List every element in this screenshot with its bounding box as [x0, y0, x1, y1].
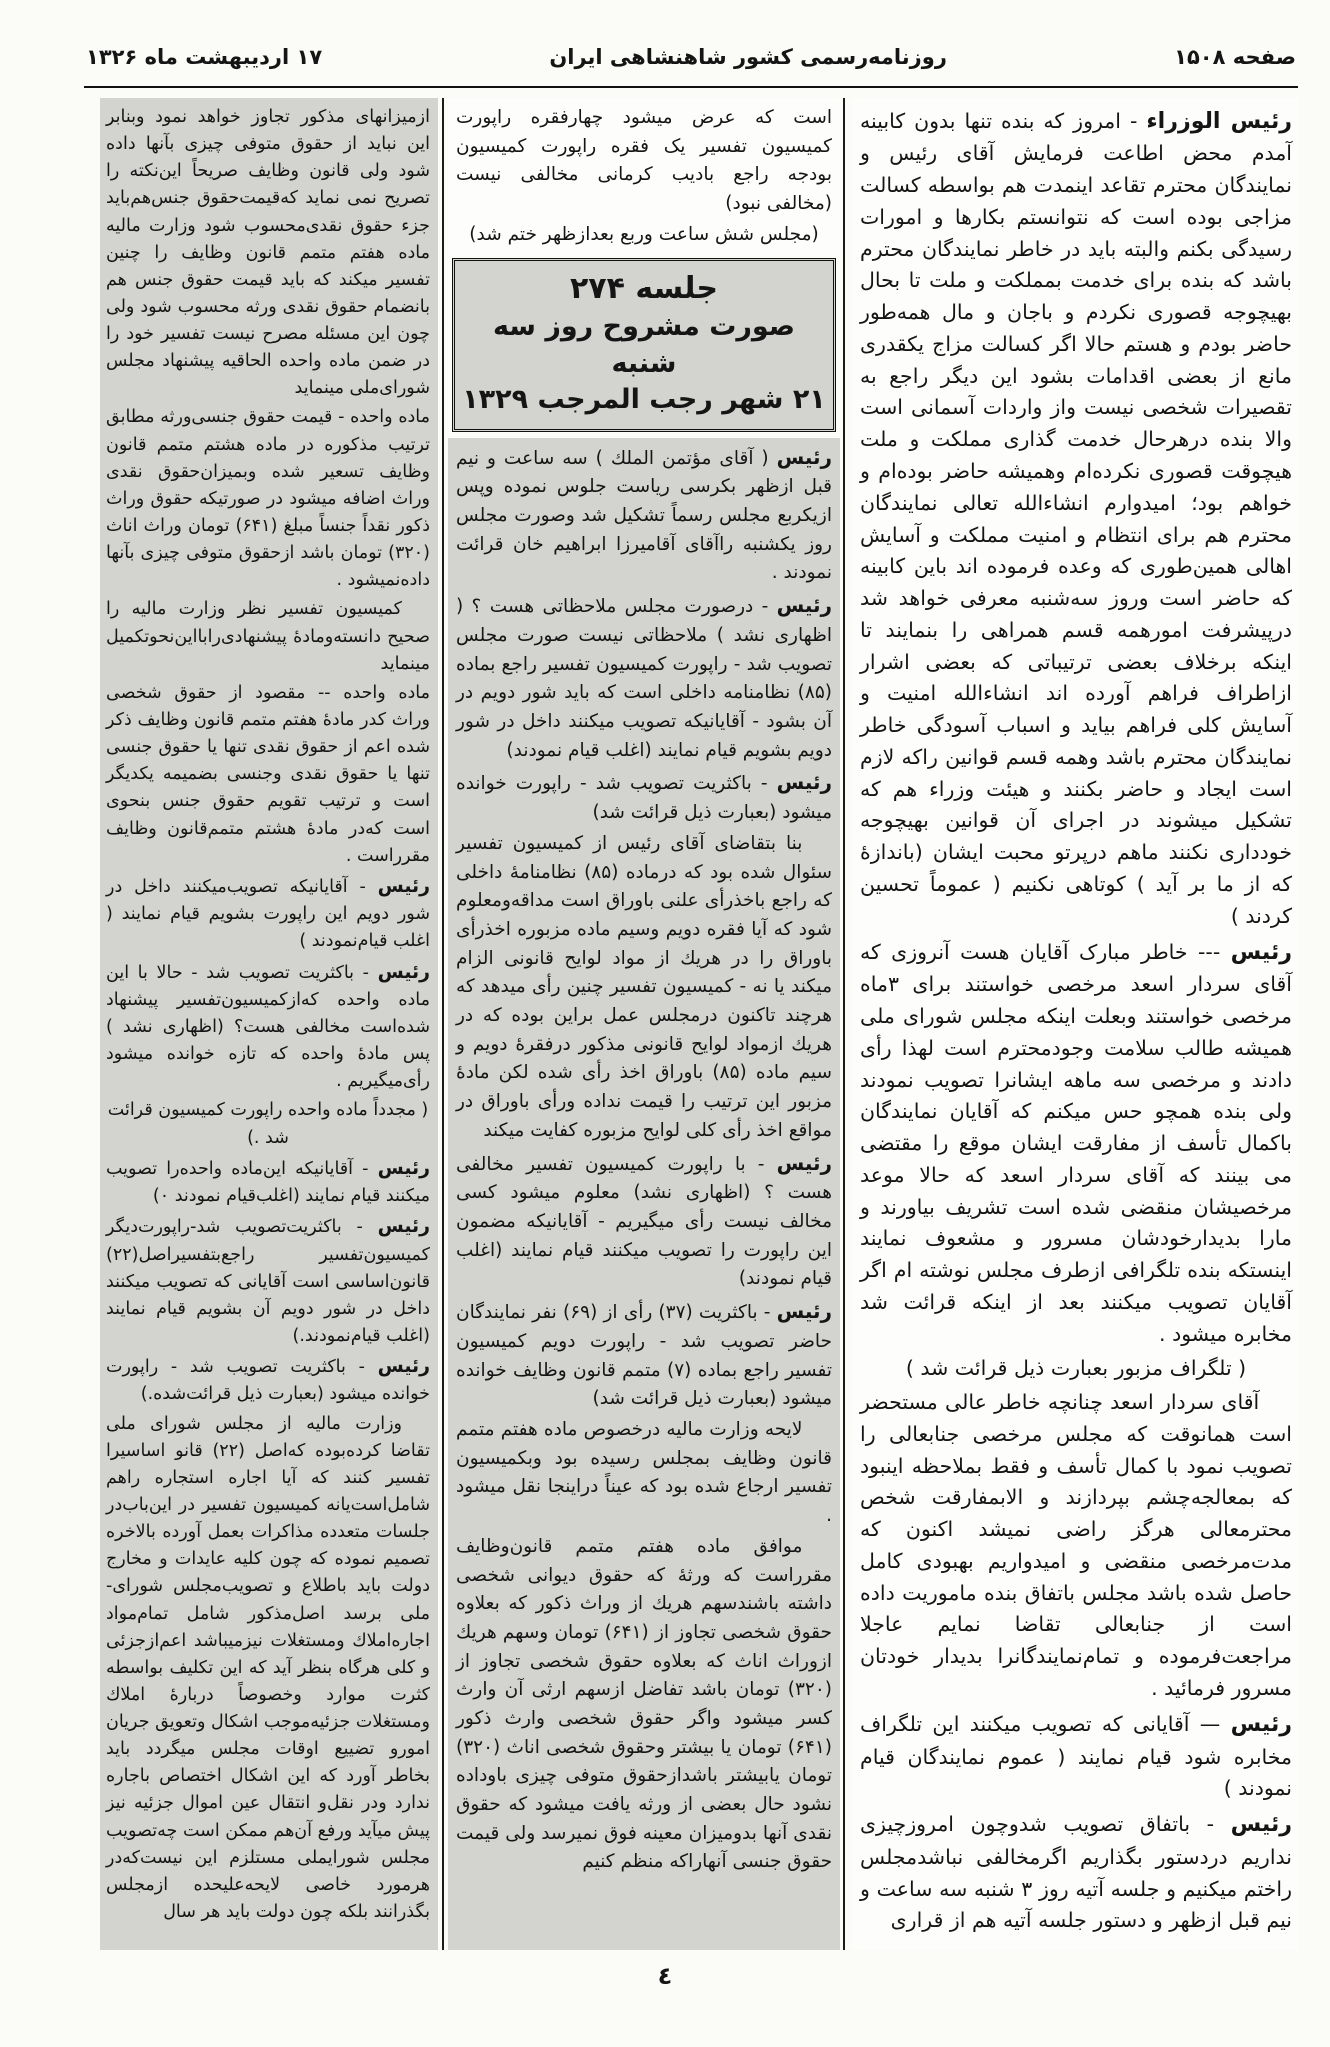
footer-page-number: ٤ — [657, 1962, 673, 1990]
paragraph — [456, 1533, 832, 1877]
speaker-name: رئیس — [776, 593, 832, 618]
paragraph — [106, 596, 430, 677]
session-date: ۲۱ شهر رجب المرجب ۱۳۲۹ — [462, 384, 826, 416]
column-divider — [843, 98, 845, 1950]
paragraph-text: --- خاطر مبارک آقایان هست آنروزی که آقای سردار اسعد مرخصی خواستند برای ۳ماه مرخصی خواستند وبعلت اینکه مجلس شورای ملی همیشه طالب سلامت وجودمحترم است لهذا رأی دادند و مرخصی سه ماهه ایشانرا تصویب نمودند ولی بنده همچو حس میکنم که آقایان نمایندگان باکمال تأسف از مفارقت ایشان موقع را مقتضی می بینند که آقای سردار اسعد که حالا موعد مرخصیشان منقضی شده است تشریف بیاورند و مارا بدیدارخودشان مسرور و مشعوف نمایند اینستکه بنده تلگرافی ازطرف مجلس نوشته ام اگر آقایان تصویب میکنند بعد از اینکه قرائت شد مخابره میشود . — [860, 939, 1292, 1346]
paragraph — [106, 404, 430, 594]
paragraph — [860, 1807, 1292, 1937]
session-title: صورت مشروح روز سه شنبه — [493, 311, 795, 379]
procedural-note — [860, 1353, 1292, 1385]
speaker-name: رئیس — [776, 444, 832, 469]
paragraph-text: - با راپورت کمیسیون تفسیر مخالفی هست ؟ (اظهاری نشد) معلوم میشود کسی مخالف نیست رأی میگیریم - آقایانیکه مضمون این راپورت را تصویب میکنند قیام نمایند (اغلب قیام نمودند) — [456, 1153, 832, 1290]
paragraph-text: - باکثریت (۳۷) رأی از (۶۹) نفر نمایندگان حاضر تصویب شد - راپورت دویم کمیسیون تفسیر راجع بماده (۷) متمم قانون وظایف خوانده میشود (بعبارت ذیل قرائت شد) — [456, 1302, 832, 1410]
paragraph — [860, 104, 1292, 932]
page-header — [86, 34, 1296, 80]
column-divider — [442, 98, 444, 1950]
paragraph — [106, 872, 430, 956]
paragraph — [456, 830, 832, 1145]
paragraph-text: ( مجدداً ماده واحده راپورت کمیسیون قرائت شد .) — [107, 1100, 429, 1148]
session-number: جلسه ۲۷۴ — [570, 270, 718, 306]
speaker-name: رئیس — [1230, 1711, 1292, 1738]
column-right — [852, 98, 1298, 1950]
paragraph — [456, 590, 832, 765]
paragraph-text: ( تلگراف مزبور بعبارت ذیل قرائت شد ) — [905, 1355, 1247, 1380]
paragraph-text: - آقایانیکه تصویب‌میکنند داخل در شور دویم این راپورت بشویم قیام نمایند ( اغلب قیام‌نمودند ) — [106, 876, 430, 952]
paragraph-text: موافق ماده هفتم متمم قانون‌وظایف مقرراست که ورثهٔ که حقوق دیوانی شخصی داشته باشندسهم هریك از وراث ذکور که بعلاوه حقوق شخصی تجاوز از (۶۴۱) تومان وسهم هریك ازوراث اناث که بعلاوه حقوق شخصی تجاوز از (۳۲۰) تومان باشد تفاضل ازسهم ارثی آن وارث کسر میشود واگر حقوق شخصی وارث ذکور (۶۴۱) تومان یا بیشتر وحقوق شخصی اناث (۳۲۰) تومان یابیشتر باشدازحقوق متوفی چیزی باوداده نشود حال بعضی از ورثه یافت میشود که حقوق نقدی آنها بدومیزان معینه فوق نمیرسد ولی قیمت حقوق جنسی آنهاراکه منظم کنیم — [456, 1536, 832, 1873]
column-middle — [448, 98, 840, 1950]
speaker-name: رئیس — [776, 1150, 832, 1175]
paragraph-text: - باتفاق تصویب شدوچون امروزچیزی نداریم دردستور بگذاریم اگرمخالفی نباشدمجلس راختم میکنیم و جلسه آتیه روز ۳ شنبه سه ساعت و نیم قبل ازظهر و دستور جلسه آتیه هم از قراری — [860, 1812, 1292, 1933]
paragraph-text: - باکثریت تصویب شد - راپورت خوانده میشود (بعبارت ذیل قرائت شد) — [456, 773, 832, 824]
paragraph-text: ( آقای مؤتمن الملك ) سه ساعت و نیم قبل ازظهر بکرسی ریاست جلوس نموده وپس ازیکربع مجلس رسماً تشکیل شد وصورت مجلس روز یکشنبه راآقای آقامیرزا ابراهیم خان قرائت نمودند . — [456, 447, 832, 584]
paragraph-text: آقای سردار اسعد چنانچه خاطر عالی مستحضر است همانوقت که مجلس مرخصی جنابعالی را تصویب نمود با کمال تأسف و فقط بملاحظه اینبود که بمعالجه‌چشم بپردازند و الابمفارقت شخص محترمعالی هرگز راضی نمیشد اکنون که مدت‌مرخصی منقضی و امیدواریم بهبودی کامل حاصل شده باشد مجلس باتفاق بنده ماموریت داده است از جنابعالی تقاضا نمایم عاجلا مراجعت‌فرموده و تمام‌نمایندگانرا بدیدار خودتان مسرور فرمائید . — [860, 1390, 1292, 1700]
paragraph — [456, 442, 832, 588]
paragraph — [106, 1212, 430, 1350]
paragraph-text: - درصورت مجلس ملاحظاتی هست ؟ ( اظهاری نشد ) ملاحظاتی نیست صورت مجلس تصویب شد - راپورت کمیسیون تفسیر راجع بماده (۸۵) نظامنامه داخلی است که باید شور دویم در آن بشود - آقایانیکه تصویب میکنند داخل در شور دویم بشویم قیام نمایند (اغلب قیام نمودند) — [456, 596, 832, 761]
header-title: روزنامه‌رسمی کشور شاهنشاهی ایران — [549, 45, 947, 69]
paragraph-text: - باکثریت تصویب شد - حالا با این ماده واحده که‌ازکمیسیون‌تفسیر پیشنهاد شده‌است مخالفی هست؟ (اظهاری نشد ) پس مادهٔ واحده که تازه خوانده میشود رأی‌میگیریم . — [106, 962, 430, 1092]
paragraph-text: ماده واحده - قیمت حقوق جنسی‌ورثه مطابق ترتیب مذکوره در ماده هشتم متمم قانون وظایف تسعیر شده وبمیزان‌حقوق نقدی وراث اضافه میشود در صورتیکه حقوق وراث ذکور نقداً جنساً مبلغ (۶۴۱) تومان وراث اناث (۳۲۰) تومان باشد ازحقوق متوفی چیزی بآنها داده‌نمیشود . — [106, 407, 430, 591]
header-page-number: صفحه ۱۵۰۸ — [1174, 45, 1296, 69]
procedural-note — [456, 221, 832, 250]
speaker-name: رئیس — [776, 770, 832, 795]
paragraph — [106, 1154, 430, 1210]
speaker-name: رئیس — [377, 960, 430, 983]
paragraph — [860, 935, 1292, 1351]
paragraph-text: — آقایانی که تصویب میکنند این تلگراف مخابره شود قیام نمایند ( عموم نمایندگان قیام نمودند ) — [860, 1712, 1292, 1801]
session-box — [452, 258, 836, 432]
paragraph-text: بنا بتقاضای آقای رئیس از کمیسیون تفسیر سئوال شده بود که درماده (۸۵) نظامنامهٔ داخلی که راجع باخذرأی علنی باوراق است مداقه‌ومعلوم شود که آیا فقره دویم وسیم ماده مزبوره اخذرأی باوراق را در هریك از مواد لوایح قانونی الزام میکند یا نه - کمیسیون تفسیر چنین رأی میدهد که هرچند تاکنون درمجلس عمل براین بوده که در هریك ازمواد لوایح قانونی مذکور درفقرهٔ دویم و سیم ماده (۸۵) باوراق اخذ رأی شده لکن مادهٔ مزبور این ترتیب را قیمت نداده ورأی باوراق در مواقع اخذ رأی کلی لوایح مزبوره کفایت میکند — [456, 833, 832, 1141]
column-left — [100, 98, 438, 1950]
paragraph — [860, 1387, 1292, 1705]
paragraph-text: - آقایانیکه این‌ماده واحده‌را تصویب میکنند قیام نمایند (اغلب‌قیام نمودند ۰) — [106, 1158, 430, 1207]
paragraph — [106, 1352, 430, 1408]
paragraph-text: ماده واحده -- مقصود از حقوق شخصی وراث کدر مادهٔ هفتم متمم قانون وظایف ذکر شده اعم از حقوق نقدی تنها یا حقوق جنسی تنها یا حقوق نقدی وجنسی بضمیمه یکدیگر است و ترتیب تقویم حقوق جنس بنحوی است که‌در مادهٔ هشتم متمم‌قانون وظایف مقرراست . — [106, 682, 430, 866]
speaker-name: رئیس الوزراء — [1146, 108, 1293, 134]
paragraph — [456, 104, 832, 219]
speaker-name: رئیس — [776, 1299, 832, 1324]
paragraph-text: وزارت مالیه از مجلس شورای ملی تقاضا کرده‌بوده که‌اصل (۲۲) قانو اساسیرا تفسیر کنند که آیا اجاره استجاره راهم شامل‌است‌یانه کمیسیون تفسیر در این‌باب‌در جلسات متعدده مذاکرات بعمل آورده بالاخره تصمیم نموده که چون کلیه عایدات و مخارج دولت باید باطلاع و تصویب‌مجلس شورای- ملی برسد اصل‌مذکور شامل تمام‌مواد اجاره‌املاك ومستغلات نیزمیباشد اعم‌ازجزئی و کلی هرگاه بنظر آید که این تکلیف بواسطه کثرت موارد وخصوصاً دربارهٔ املاك ومستغلات جزئیه‌موجب اشکال وتعویق جریان امورو تضییع اوقات مجلس میگردد باید بخاطر آورد که این اشکال اختصاص باجاره ندارد ودر نقل‌و انتقال عین اموال جزئیه نیز پیش میآید ورفع آن‌هم ممکن است چه‌تصویب مجلس شورایملی مستلزم این نیست‌که‌در هرمورد خاصی لایحه‌علیحده ازمجلس بگذرانند بلکه چون دولت باید هر سال — [106, 1413, 430, 1922]
speaker-name: رئیس — [377, 1156, 430, 1179]
paragraph-text: لایحه وزارت مالیه درخصوص ماده هفتم متمم قانون وظایف بمجلس رسیده بود وبکمیسیون تفسیر ارجاع شده بود که عیناً دراینجا نقل میشود . — [456, 1419, 832, 1527]
paragraph — [860, 1707, 1292, 1805]
speaker-name: رئیس — [377, 874, 430, 897]
middle-column-top — [448, 98, 840, 256]
paragraph-text: - باکثریت تصویب شد - راپورت خوانده میشود (بعبارت ذیل قرائت‌شده.) — [106, 1357, 430, 1405]
paragraph-text: - باکثریت‌تصویب شد-راپورت‌دیگر کمیسیون‌تفسیر راجع‌بتفسیراصل(۲۲) قانون‌اساسی است آقایانی که تصویب میکنند داخل در شور دویم آن بشویم قیام نمایند (اغلب قیام‌نمودند.) — [106, 1217, 430, 1346]
paragraph — [106, 1411, 430, 1926]
header-date: ۱۷ اردیبهشت ماه ۱۳۲۶ — [86, 45, 323, 69]
header-rule — [84, 86, 1298, 88]
speaker-name: رئیس — [1230, 1811, 1292, 1838]
paragraph — [456, 1296, 832, 1414]
speaker-name: رئیس — [1230, 938, 1292, 965]
paragraph-text: ازمیزانهای مذکور تجاوز خواهد نمود وبنابر این نباید از حقوق متوفی چیزی بآنها داده شود ولی قانون وظایف صریحاً این‌نکته را تصریح نمی نماید که‌قیمت‌حقوق جنس‌هم‌باید جزء حقوق نقدی‌محسوب شود وزارت مالیه ماده هفتم متمم قانون وظایف را چنین تفسیر میکند که باید قیمت حقوق جنس هم بانضمام حقوق نقدی ورثه محسوب شود ولی چون این مسئله مصرح نیست تفسیر خود را در ضمن ماده واحده الحاقیه پیشنهاد مجلس شورای‌ملی مینماید — [106, 107, 430, 399]
paragraph — [106, 104, 430, 402]
paragraph-text: - امروز که بنده تنها بدون کابینه آمدم محض اطاعت فرمایش آقای رئیس و نمایندگان محترم تقاعد اینمدت هم بواسطه کسالت مزاجی بوده است که نتوانستم بکارها و امورات رسیدگی بکنم والبته باید در خاطر نمایندگان محترم باشد که بنده برای خدمت بمملکت و ملت تا بحال بهیچوجه قصوری نکردم و باجان و مال همه‌طور حاضر بودم و هستم حالا اگر کسالت مزاج یکقدری مانع از بعضی اقدامات بشود این دیگر راجع به تقصیرات شخصی نیست واز واردات آسمانی است والا بنده درهرحال خدمت گذاری مملکت و ملت هیچوقت قصوری نکرده‌ام وهمیشه حاضر بوده‌ام و خواهم بود؛ امیدوارم انشاءالله تعالی نمایندگان محترم هم برای انتظام و امنیت مملکت و آسایش اهالی همین‌طوری که وعده فرموده اند باین کابینه که حاضر است وروز سه‌شنبه معرفی خواهد شد درپیشرفت امورهمه قسم همراهی را بنمایند تا اینکه برخلاف بعضی ترتیباتی که بعضی اشرار ازاطراف فراهم آورده اند انشاءالله امنیت و آسایش کلی فراهم بیاید و اسباب آسودگی خاطر نمایندگان محترم باشد وهمه قسم قوانین راکه لازم است ایجاد و حاضر بکنند و هیئت وزراء هم که تشکیل میشوند در اجرای آن قوانین بهیچوجه خودداری نکنند ماهم درپرتو محبت ایشان (باندازهٔ که از ما بر آید ) کوتاهی نکنیم ( عموماً تحسین کردند ) — [860, 109, 1292, 928]
paragraph — [456, 1148, 832, 1294]
paragraph-text: است که عرض میشود چهارفقره راپورت کمیسیون تفسیر یک فقره راپورت کمیسیون بودجه راجع بادیب کرمانی مخالفی نیست (مخالفی نبود) — [456, 107, 832, 215]
paragraph — [106, 680, 430, 870]
speaker-name: رئیس — [377, 1355, 430, 1378]
paragraph-text: (مجلس شش ساعت وربع بعدازظهر ختم شد) — [469, 223, 819, 245]
paragraph — [456, 1416, 832, 1531]
procedural-note — [106, 1097, 430, 1151]
speaker-name: رئیس — [377, 1215, 430, 1238]
middle-column-body — [448, 438, 840, 1950]
paragraph — [106, 958, 430, 1096]
paragraph — [456, 767, 832, 827]
paragraph-text: کمیسیون تفسیر نظر وزارت مالیه را صحیح دانسته‌ومادهٔ پیشنهادی‌رابااین‌نحو‌تکمیل مینماید — [106, 599, 430, 674]
